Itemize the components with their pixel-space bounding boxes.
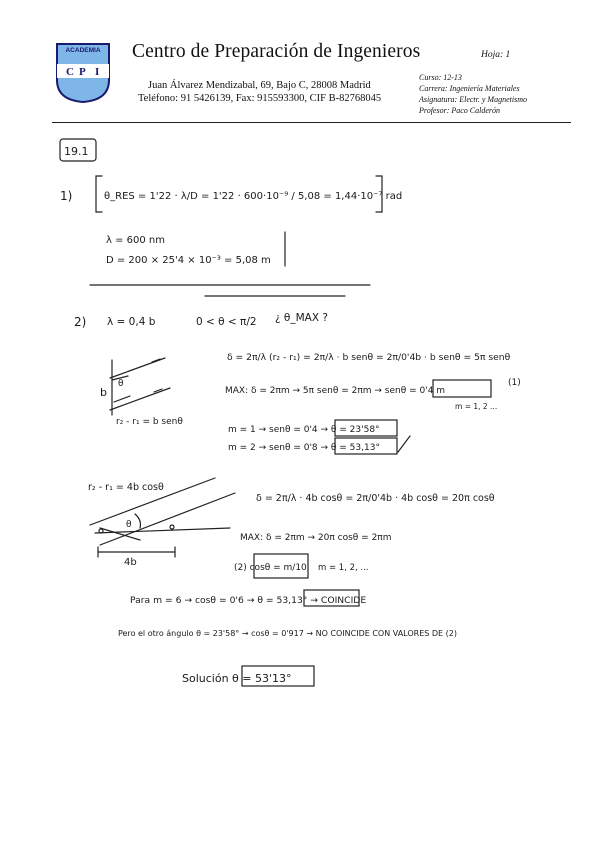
fig2-path-label: r₂ - r₁ = 4b cosθ [88,482,164,493]
address: Juan Álvarez Mendizabal, 69, Bajo C, 28008 Madrid [148,80,371,91]
part2-range: 0 < θ < π/2 [196,316,257,328]
logo-letter-p: P [79,66,86,78]
max1-m-range: m = 1, 2 ... [455,402,498,411]
strike-mark [398,436,410,452]
fig1-path-label: r₂ - r₁ = b senθ [116,417,183,427]
logo-letter-i: I [95,66,100,78]
part2-number: 2) [74,315,87,329]
page-number: Hoja: 1 [481,50,511,60]
page-title: Centro de Preparación de Ingenieros [132,41,421,62]
part1-equation: θ_RES = 1'22 · λ/D = 1'22 · 600·10⁻⁹ / 5,08 = 1,44·10⁻⁷ rad [104,191,403,202]
part1-lambda: λ = 600 nm [106,235,165,246]
logo-label: ACADEMIA [65,47,101,54]
max2-equation: MAX: δ = 2πm → 20π cosθ = 2πm [240,533,392,543]
fig2-theta-label: θ [126,520,132,530]
teacher: Profesor: Paco Calderón [419,106,501,115]
course: Curso: 12-13 [419,73,462,82]
check-other-angle: Pero el otro ángulo θ = 23'58° → cosθ = 0'917 → NO COINCIDE CON VALORES DE (2) [118,629,457,638]
fig2-base-label: 4b [124,557,137,568]
fig1-theta-label: θ [118,379,124,389]
eq2-m-range: m = 1, 2, ... [318,563,369,573]
delta1-equation: δ = 2π/λ (r₂ - r₁) = 2π/λ · b senθ = 2π/0'4b · b senθ = 5π senθ [227,352,511,363]
part1-number: 1) [60,189,73,203]
max1-equation: MAX: δ = 2πm → 5π senθ = 2πm → senθ = 0'4 m [225,386,446,396]
part2-question: ¿ θ_MAX ? [275,312,328,324]
check-m6: Para m = 6 → cosθ = 0'6 → θ = 53,13° → COINCIDE [130,595,367,606]
eq2-equation: (2) cosθ = m/10 [234,563,307,573]
degree: Carrera: Ingeniería Materiales [419,84,520,93]
delta2-equation: δ = 2π/λ · 4b cosθ = 2π/0'4b · 4b cosθ = 20π cosθ [256,493,495,504]
max1-ref: (1) [508,378,521,388]
m2-result: m = 2 → senθ = 0'8 → θ = 53,13° [228,443,380,453]
part2-given: λ = 0,4 b [107,316,156,328]
subject: Asignatura: Electr. y Magnetismo [419,95,527,104]
m1-result: m = 1 → senθ = 0'4 → θ = 23'58° [228,425,380,435]
logo-letter-c: C [66,66,74,78]
part1-diameter: D = 200 × 25'4 × 10⁻³ = 5,08 m [106,255,271,266]
fig1-b-label: b [100,386,107,399]
problem-number: 19.1 [64,145,89,158]
contact-info: Teléfono: 91 5426139, Fax: 915593300, CIF B-82768045 [138,93,382,104]
solution: Solución θ = 53'13° [182,672,292,685]
